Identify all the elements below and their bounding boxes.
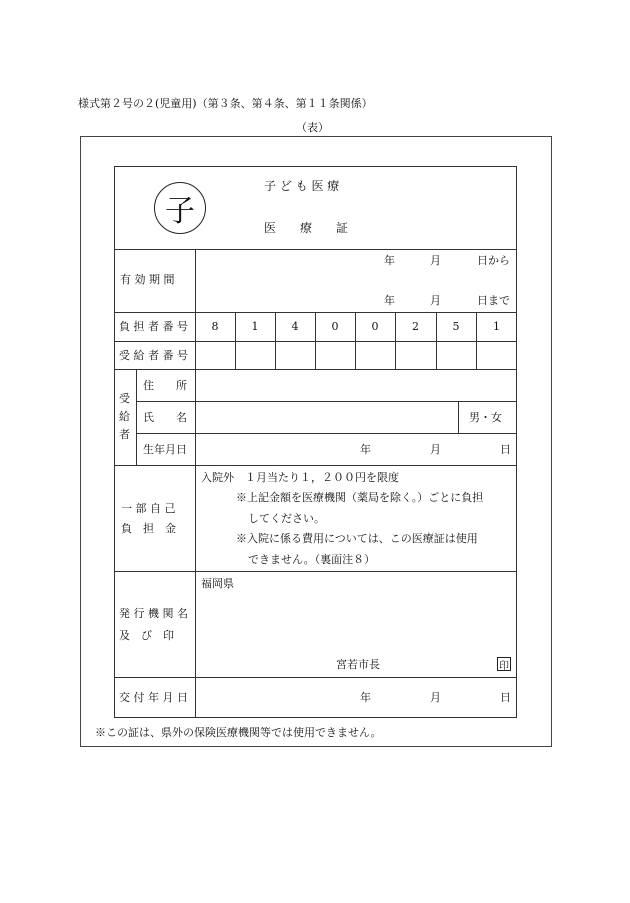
official-seal-mark: 印 xyxy=(497,657,511,671)
row-divider xyxy=(114,369,517,370)
payer-digit: 5 xyxy=(452,320,460,333)
card-title-line2: 医 療 証 xyxy=(264,221,349,235)
sex-cell-divider xyxy=(458,401,459,433)
payer-number-label: 負 担 者 番 号 xyxy=(119,320,188,333)
payer-digit: 8 xyxy=(211,320,219,333)
child-emblem-char: 子 xyxy=(165,194,195,229)
validity-to-day: 日まで xyxy=(477,294,510,307)
payer-digit: 1 xyxy=(493,320,500,333)
payer-digit: 4 xyxy=(291,320,299,333)
validity-to-month: 月 xyxy=(430,294,441,307)
form-title: 様式第２号の２(児童用)（第３条、第４条、第１１条関係） xyxy=(78,97,373,110)
validity-label: 有 効 期 間 xyxy=(120,273,175,286)
footer-note: ※この証は、県外の保険医療機関等では使用できません。 xyxy=(95,726,382,739)
row-divider xyxy=(114,571,517,572)
recipient-group-label: 受 給 者 xyxy=(119,392,130,441)
validity-from-day: 日から xyxy=(477,254,510,267)
dob-month: 月 xyxy=(430,443,441,456)
row-divider xyxy=(136,401,517,402)
copay-text-line2: ※上記金額を医療機関（薬局を除く。）ごとに負担 xyxy=(236,491,484,504)
copay-text-line4: ※入院に係る費用については、この医療証は使用 xyxy=(236,532,478,545)
child-emblem-circle xyxy=(154,182,206,234)
validity-from-year: 年 xyxy=(384,254,395,267)
address-label: 住 所 xyxy=(143,379,187,392)
copay-text-line5: できません。（裏面注８） xyxy=(248,553,376,566)
copay-label-line1: 一 部 自 己 xyxy=(121,502,176,515)
copay-label-line2: 負 担 金 xyxy=(121,522,176,535)
row-divider xyxy=(114,677,517,678)
front-side-label: （表） xyxy=(296,121,329,134)
issuer-label-line2: 及 び 印 xyxy=(119,629,174,642)
sex-field: 男・女 xyxy=(469,411,502,424)
issue-date-year: 年 xyxy=(360,691,371,704)
payer-digit: 0 xyxy=(371,320,379,333)
payer-digit: 2 xyxy=(412,320,419,333)
copay-text-line1: 入院外 １月当たり１，２００円を限度 xyxy=(201,471,399,484)
row-divider xyxy=(114,465,517,466)
recipient-group-divider xyxy=(136,369,137,465)
validity-from-month: 月 xyxy=(430,254,441,267)
card-title-line1: 子 ど も 医 療 xyxy=(264,179,340,193)
payer-digit: 1 xyxy=(251,320,259,333)
issuer-prefecture: 福岡県 xyxy=(201,577,234,590)
dob-day: 日 xyxy=(500,443,511,456)
payer-digit: 0 xyxy=(331,320,339,333)
issuer-mayor: 宮若市長 xyxy=(336,658,380,671)
recipient-number-label: 受 給 者 番 号 xyxy=(119,349,188,362)
name-label: 氏 名 xyxy=(143,411,187,424)
issue-date-day: 日 xyxy=(500,691,511,704)
validity-to-year: 年 xyxy=(384,294,395,307)
row-divider xyxy=(114,249,517,250)
issue-date-label: 交 付 年 月 日 xyxy=(119,691,188,704)
issuer-label-line1: 発 行 機 関 名 xyxy=(119,607,188,620)
row-divider xyxy=(136,433,517,434)
issue-date-month: 月 xyxy=(430,691,441,704)
copay-text-line3: してください。 xyxy=(248,512,325,525)
dob-label: 生年月日 xyxy=(143,443,187,456)
dob-year: 年 xyxy=(360,443,371,456)
